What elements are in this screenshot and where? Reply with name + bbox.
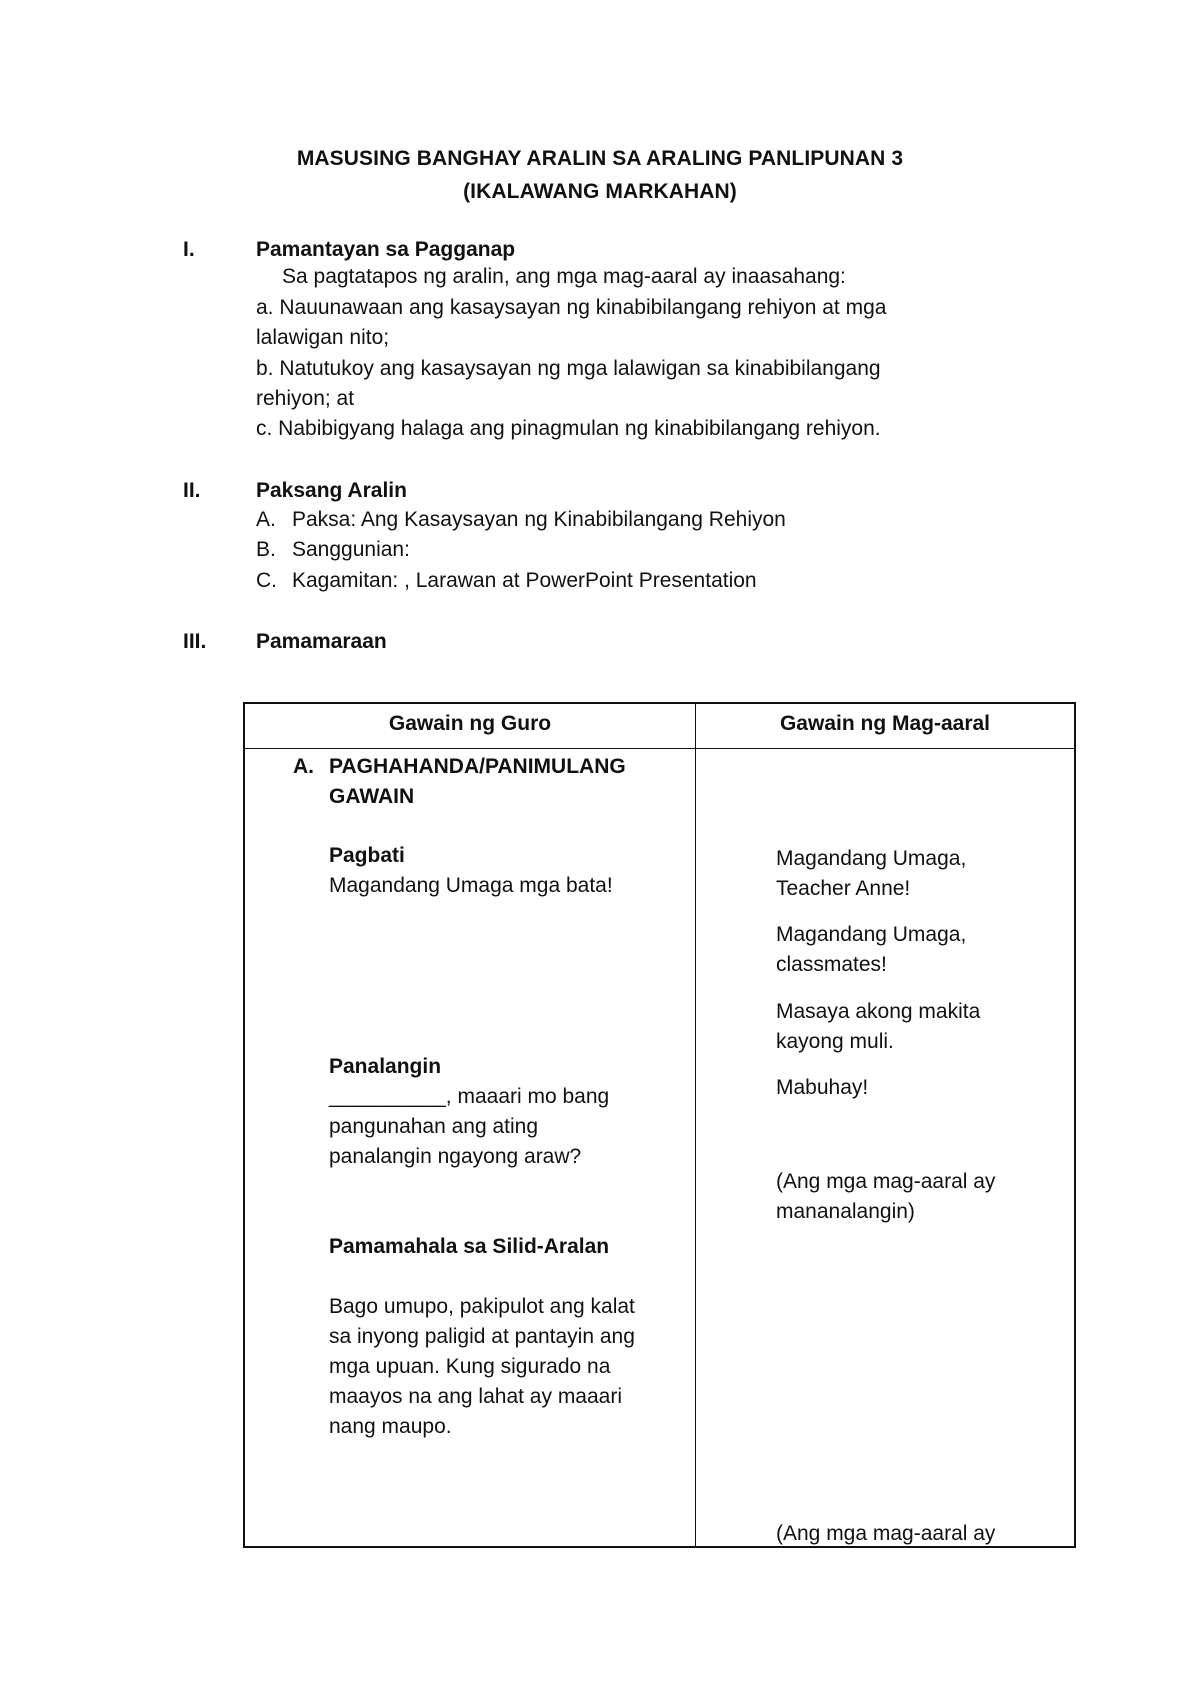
table-header-divider bbox=[245, 748, 1074, 749]
topic-item-text: Kagamitan: , Larawan at PowerPoint Presentation bbox=[292, 569, 757, 592]
section-a-title: PAGHAHANDA/PANIMULANG bbox=[329, 755, 626, 778]
student-response: classmates! bbox=[776, 953, 887, 976]
pamamahala-line: maayos na ang lahat ay maaari bbox=[329, 1385, 623, 1408]
topic-item bbox=[256, 535, 410, 565]
document-title-line2: (IKALAWANG MARKAHAN) bbox=[463, 180, 737, 203]
student-response: kayong muli. bbox=[776, 1030, 894, 1053]
pamamahala-line: sa inyong paligid at pantayin ang bbox=[329, 1325, 635, 1348]
section-3-heading: Pamamaraan bbox=[256, 630, 387, 653]
student-response: (Ang mga mag-aaral ay bbox=[776, 1522, 996, 1545]
pamamahala-line: mga upuan. Kung sigurado na bbox=[329, 1355, 611, 1378]
pamamahala-line: Bago umupo, pakipulot ang kalat bbox=[329, 1295, 635, 1318]
student-response: Masaya akong makita bbox=[776, 1000, 981, 1023]
pagbati-heading: Pagbati bbox=[329, 844, 405, 867]
document-title-line1: MASUSING BANGHAY ARALIN SA ARALING PANLIPUNAN 3 bbox=[296, 147, 904, 170]
section-1-intro: Sa pagtatapos ng aralin, ang mga mag-aaral ay inaasahang: bbox=[282, 265, 846, 288]
panalangin-line: __________, maaari mo bang bbox=[329, 1085, 610, 1108]
topic-item-text: Paksa: Ang Kasaysayan ng Kinabibilangang Rehiyon bbox=[292, 508, 786, 531]
topic-item-label: C. bbox=[256, 569, 277, 592]
objective-line: rehiyon; at bbox=[256, 387, 355, 410]
section-3-number: III. bbox=[183, 630, 207, 653]
pamamahala-heading: Pamamahala sa Silid-Aralan bbox=[329, 1235, 610, 1258]
table-column-divider bbox=[695, 704, 696, 1546]
panalangin-line: panalangin ngayong araw? bbox=[329, 1145, 582, 1168]
student-response: mananalangin) bbox=[776, 1200, 915, 1223]
pamamahala-line: nang maupo. bbox=[329, 1415, 452, 1438]
table-header-guro: Gawain ng Guro bbox=[388, 712, 552, 735]
panalangin-heading: Panalangin bbox=[329, 1055, 442, 1078]
objective-line: b. Natutukoy ang kasaysayan ng mga lalawigan sa kinabibilangang bbox=[256, 357, 881, 380]
panalangin-line: pangunahan ang ating bbox=[329, 1115, 539, 1138]
procedure-table bbox=[243, 702, 1076, 1548]
section-1-heading: Pamantayan sa Pagganap bbox=[256, 238, 516, 261]
student-response: Teacher Anne! bbox=[776, 877, 911, 900]
student-response: Mabuhay! bbox=[776, 1076, 869, 1099]
topic-item-label: B. bbox=[256, 538, 276, 561]
section-2-number: II. bbox=[183, 479, 201, 502]
section-2-heading: Paksang Aralin bbox=[256, 479, 407, 502]
student-response: Magandang Umaga, bbox=[776, 847, 967, 870]
student-response: (Ang mga mag-aaral ay bbox=[776, 1170, 996, 1193]
topic-item bbox=[256, 505, 786, 535]
topic-item bbox=[256, 566, 757, 596]
student-response: Magandang Umaga, bbox=[776, 923, 967, 946]
objective-line: a. Nauunawaan ang kasaysayan ng kinabibilangang rehiyon at mga bbox=[256, 296, 887, 319]
topic-item-label: A. bbox=[256, 508, 276, 531]
section-a-title: GAWAIN bbox=[329, 785, 415, 808]
pagbati-text: Magandang Umaga mga bata! bbox=[329, 874, 613, 897]
section-1-number: I. bbox=[183, 238, 195, 261]
objective-line: lalawigan nito; bbox=[256, 326, 390, 349]
section-a-label: A. bbox=[293, 755, 314, 778]
table-header-magaaral: Gawain ng Mag-aaral bbox=[779, 712, 991, 735]
topic-item-text: Sanggunian: bbox=[292, 538, 410, 561]
objective-line: c. Nabibigyang halaga ang pinagmulan ng kinabibilangang rehiyon. bbox=[256, 417, 881, 440]
